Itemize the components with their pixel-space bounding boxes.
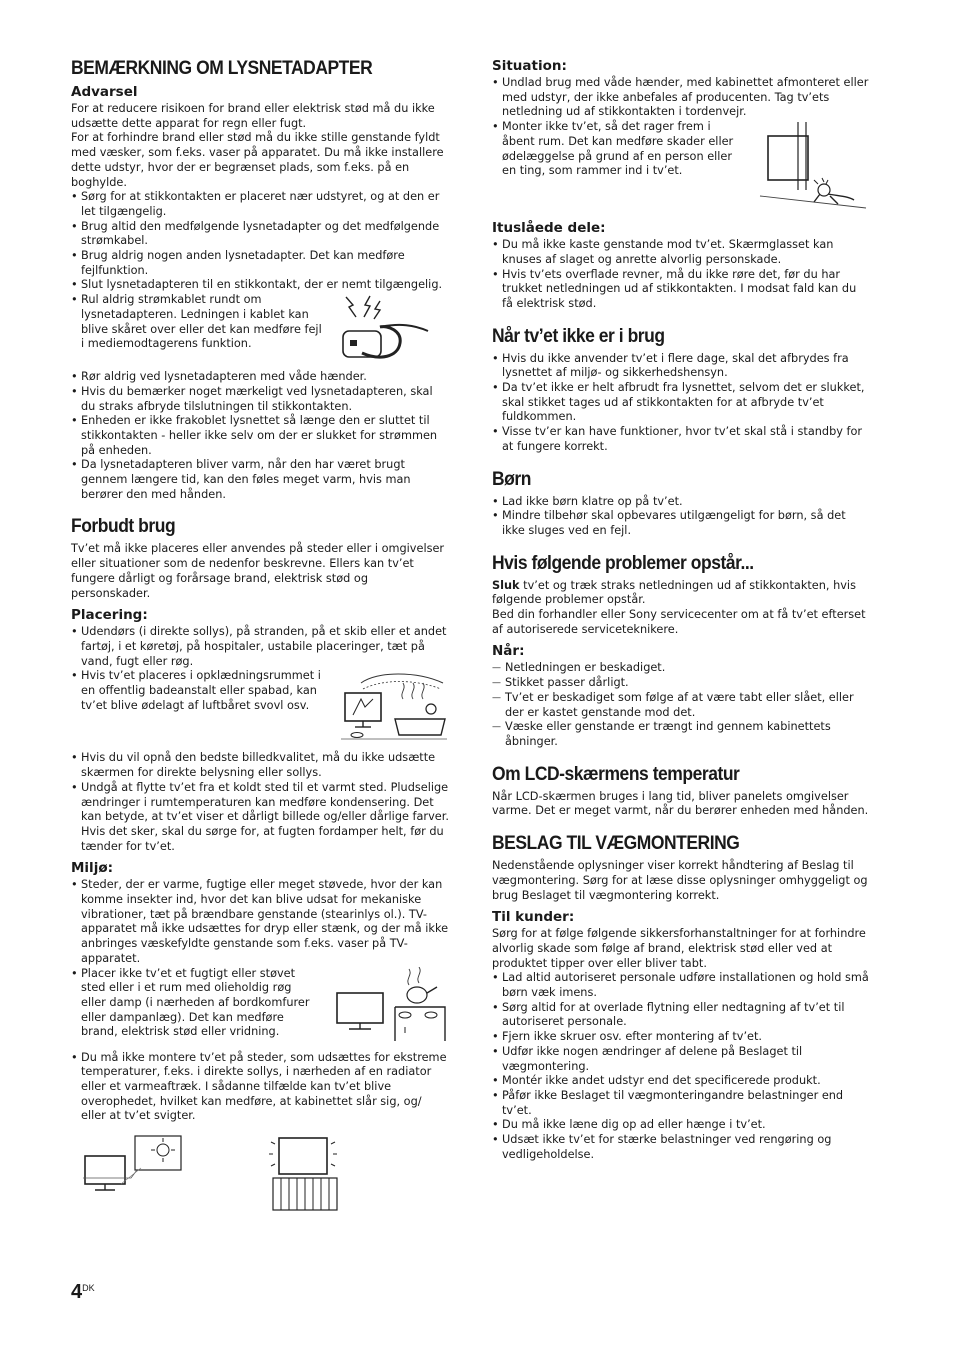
list-item: • Enheden er ikke frakoblet lysnettet så længe den er sluttet til stikkontakten - heller ikke selv om der er slukket for strømmen på enheden. (71, 414, 449, 458)
list-item: • Du må ikke læne dig op ad eller hænge i tv’et. (492, 1118, 870, 1133)
section-forbidden (71, 516, 449, 1212)
adapter-list-2 (71, 370, 449, 502)
adapter-paragraph-1: For at reducere risikoen for brand eller elektrisk stød må du ikke udsætte dette apparat for regn eller fugt. (71, 102, 435, 130)
heading-forbidden: Forbudt brug (71, 516, 176, 538)
list-item: • Rør aldrig ved lysnetadapteren med våde hænder. (71, 370, 449, 385)
section-wall-mount (492, 833, 870, 1162)
sun-window-illustration (81, 1134, 185, 1212)
list-item: — Netledningen er beskadiget. (492, 661, 870, 676)
kitchen-figure-row (71, 967, 449, 1043)
subheading-environment: Miljø: (71, 860, 113, 877)
heading-problems: Hvis følgende problemer opstår... (492, 552, 754, 574)
list-item: • Hvis tv’et placeres i opklædningsrummet i en offentlig badeanstalt eller spabad, kan tv’et blive ødelagt af luftbåret svovl osv. (71, 669, 321, 713)
list-item: • Da lysnetadapteren bliver varm, når den har været brugt gennem længere tid, kan den føles meget varm, hvis man berører den med hånden. (71, 458, 449, 502)
environment-list-1 (71, 878, 449, 966)
subheading-customers: Til kunder: (492, 909, 575, 926)
list-item: • Fjern ikke skruer osv. efter montering af tv’et. (492, 1030, 870, 1045)
list-item: • Montér ikke andet udstyr end det specificerede produkt. (492, 1074, 870, 1089)
section-situation (492, 58, 870, 212)
adapter-figure-row (71, 293, 449, 361)
environment-list-2 (71, 1051, 449, 1125)
list-item: • Lad ikke børn klatre op på tv’et. (492, 495, 870, 510)
list-item: • Visse tv’er kan have funktioner, hvor tv’et skal stå i standby for at fungere korrekt. (492, 425, 870, 454)
children-list (492, 495, 870, 539)
broken-list (492, 238, 870, 312)
forbidden-intro: Tv’et må ikke placeres eller anvendes på steder eller i omgivelser eller situationer som de nedenfor beskrevne. Ellers kan tv’et fungere dårligt og forårsage brand, elektrisk stød og personskader. (71, 542, 445, 600)
heading-children: Børn (492, 468, 531, 490)
heading-adapter: BEMÆRKNING OM LYSNETADAPTER (71, 58, 373, 79)
list-item: • Lad altid autoriseret personale udføre installationen og hold små børn væk imens. (492, 971, 870, 1000)
wall-tv-collision-illustration (758, 120, 870, 212)
subheading-when: Når: (492, 643, 525, 660)
section-problems (492, 553, 870, 750)
section-not-in-use (492, 326, 870, 455)
heading-not-in-use: Når tv’et ikke er i brug (492, 325, 665, 347)
list-item: • Sørg for at stikkontakten er placeret nær udstyret, og at den er let tilgængelig. (71, 190, 449, 219)
placing-list-2 (71, 751, 449, 854)
list-item: • Hvis du vil opnå den bedste billedkvalitet, må du ikke udsætte skærmen for direkte belysning eller sollys. (71, 751, 449, 780)
list-item: — Tv’et er beskadiget som følge af at være tabt eller slået, eller der er kastet genstande mod det. (492, 691, 870, 720)
problems-paragraph-2: Bed din forhandler eller Sony servicecenter om at få tv’et efterset af autoriserede serviceteknikere. (492, 608, 866, 636)
placing-list-1 (71, 625, 449, 669)
subheading-situation: Situation: (492, 58, 567, 74)
list-item: • Undlad brug med våde hænder, med kabinettet afmonteret eller med udstyr, der ikke anbefales af producenten. Tag tv’ets netledning ud af stikkontakten i tordenvejr. (492, 76, 870, 120)
situation-list (492, 76, 870, 120)
list-item: • Steder, der er varme, fugtige eller meget støvede, hvor der kan komme insekter ind, hvor det kan blive udsat for mekaniske vibrationer, tæt på brændbare genstande (stearinlys ol.). TV-apparatet må ikke udsættes for dryp eller stænk, og der må ikke anbringes væskefyldte genstande som f.eks. vaser på TV-apparatet. (71, 878, 449, 966)
not-in-use-list (492, 352, 870, 455)
section-children (492, 469, 870, 539)
subheading-placing: Placering: (71, 607, 148, 624)
adapter-paragraph-2: For at forhindre brand eller stød må du ikke stille genstande fyldt med væsker, som f.eks. vaser på apparatet. Du må ikke installere dette udstyr, hvor der er begrænset plads, som f.eks. på en boghylde. (71, 131, 444, 189)
problems-paragraph-1 (492, 579, 870, 608)
kitchen-steam-illustration (333, 967, 447, 1043)
bath-figure-row (71, 669, 449, 743)
wall-list (492, 971, 870, 1162)
subheading-warning: Advarsel (71, 84, 138, 100)
list-item: • Du må ikke kaste genstande mod tv’et. Skærmglasset kan knuses af slaget og anrette alvorlig personskade. (492, 238, 870, 267)
language-code: DK (82, 1283, 95, 1293)
wall-figure-row (492, 120, 870, 212)
right-column (492, 58, 870, 1176)
list-item: • Slut lysnetadapteren til en stikkontakt, der er nemt tilgængelig. (71, 278, 449, 293)
list-item: • Undgå at flytte tv’et fra et koldt sted til et varmt sted. Pludselige ændringer i rumtemperaturen kan medføre kondensering. Det kan betyde, at tv’et viser et dårligt billede og/eller dårlige farver. Hvis det sker, skal du sørge for, at fugten fordamper helt, før du tænder for tv’et. (71, 781, 449, 855)
list-item: • Monter ikke tv’et, så det rager frem i åbent rum. Det kan medføre skader eller ødelæggelse på grund af en person eller en ting, som rammer ind i tv’et. (492, 120, 742, 179)
section-adapter (71, 58, 449, 502)
adapter-list-1 (71, 190, 449, 293)
subheading-broken: Ituslåede dele: (492, 220, 606, 237)
problems-bold-word: Sluk (492, 578, 520, 592)
list-item: • Udendørs (i direkte sollys), på stranden, på et skib eller et andet fartøj, i et køretøj, på hospitaler, ustabile placeringer, tæt på vand, fugt eller røg. (71, 625, 449, 669)
list-item: — Stikket passer dårligt. (492, 676, 870, 691)
wall-paragraph-1: Nedenstående oplysninger viser korrekt håndtering af Beslag til vægmontering. Sørg for at læse disse oplysninger omhyggeligt og brug Beslaget til vægmontering korrekt. (492, 859, 868, 902)
list-item: • Placer ikke tv’et et fugtigt eller støvet sted eller i et rum med olieholdig røg eller damp (i nærheden af bordkomfurer eller dampanlæg). Det kan medføre brand, elektrisk stød eller vridning. (71, 967, 311, 1041)
page-number-value: 4 (71, 1281, 83, 1303)
list-item: • Udsæt ikke tv’et for stærke belastninger ved rengøring og vedligeholdelse. (492, 1133, 870, 1162)
radiator-illustration (265, 1134, 343, 1212)
heading-lcd: Om LCD-skærmens temperatur (492, 763, 740, 785)
list-item: • Du må ikke montere tv’et på steder, som udsættes for ekstreme temperaturer, f.eks. i direkte sollys, i nærheden af en radiator eller et varmeaftræk. I sådanne tilfælde kan tv’et blive overophedet, hvilket kan medføre, at kabinettet slår sig, og/ eller at tv’et svigter. (71, 1051, 449, 1125)
list-item: • Da tv’et ikke er helt afbrudt fra lysnettet, selvom det er slukket, skal stikket tages ud af stikkontakten for at afbryde tv’et fuldkommen. (492, 381, 870, 425)
list-item: • Brug aldrig nogen anden lysnetadapter. Det kan medføre fejlfunktion. (71, 249, 449, 278)
list-item: • Sørg altid for at overlade flytning eller nedtagning af tv’et til autoriseret personale. (492, 1001, 870, 1030)
list-item: • Påfør ikke Beslaget til vægmonteringandre belastninger end tv’et. (492, 1089, 870, 1118)
wall-paragraph-2: Sørg for at følge følgende sikkersforhanstaltninger for at forhindre alvorlig skade som følge af brand, elektrisk stød eller ved at produktet tipper over eller bliver tabt. (492, 927, 866, 970)
list-item: — Væske eller genstande er trængt ind gennem kabinettets åbninger. (492, 720, 870, 749)
bath-tv-illustration (337, 669, 449, 743)
lcd-paragraph: Når LCD-skærmen bruges i lang tid, bliver panelets omgivelser varme. Det er meget varmt, når du berører enheden med hånden. (492, 789, 869, 818)
page-number (71, 1281, 95, 1304)
section-lcd (492, 764, 870, 819)
problems-paragraph-1-rest: tv’et og træk straks netledningen ud af stikkontakten, hvis følgende problemer opstår. (492, 578, 856, 607)
left-column (71, 58, 449, 1226)
list-item: • Hvis du ikke anvender tv’et i flere dage, skal det afbrydes fra lysnettet af miljø- og sikkerhedshensyn. (492, 352, 870, 381)
when-list (492, 661, 870, 749)
list-item: • Rul aldrig strømkablet rundt om lysnetadapteren. Ledningen i kablet kan blive skåret over eller det kan medføre fejl i mediemodtagerens funktion. (71, 293, 326, 352)
list-item: • Udfør ikke nogen ændringer af delene på Beslaget til vægmontering. (492, 1045, 870, 1074)
list-item: • Hvis du bemærker noget mærkeligt ved lysnetadapteren, skal du straks afbryde tilslutningen til stikkontakten. (71, 385, 449, 414)
list-item: • Brug altid den medfølgende lysnetadapter og det medfølgende strømkabel. (71, 220, 449, 249)
adapter-cord-illustration (340, 295, 430, 361)
heading-wall-mount: BESLAG TIL VÆGMONTERING (492, 833, 740, 855)
list-item: • Mindre tilbehør skal opbevares utilgængeligt for børn, så det ikke sluges ved en fejl. (492, 509, 870, 538)
bottom-figures (71, 1134, 449, 1212)
section-broken-parts (492, 220, 870, 312)
list-item: • Hvis tv’ets overflade revner, må du ikke røre det, før du har trukket netledningen ud af stikkontakten. I modsat fald kan du få elektrisk stød. (492, 268, 870, 312)
